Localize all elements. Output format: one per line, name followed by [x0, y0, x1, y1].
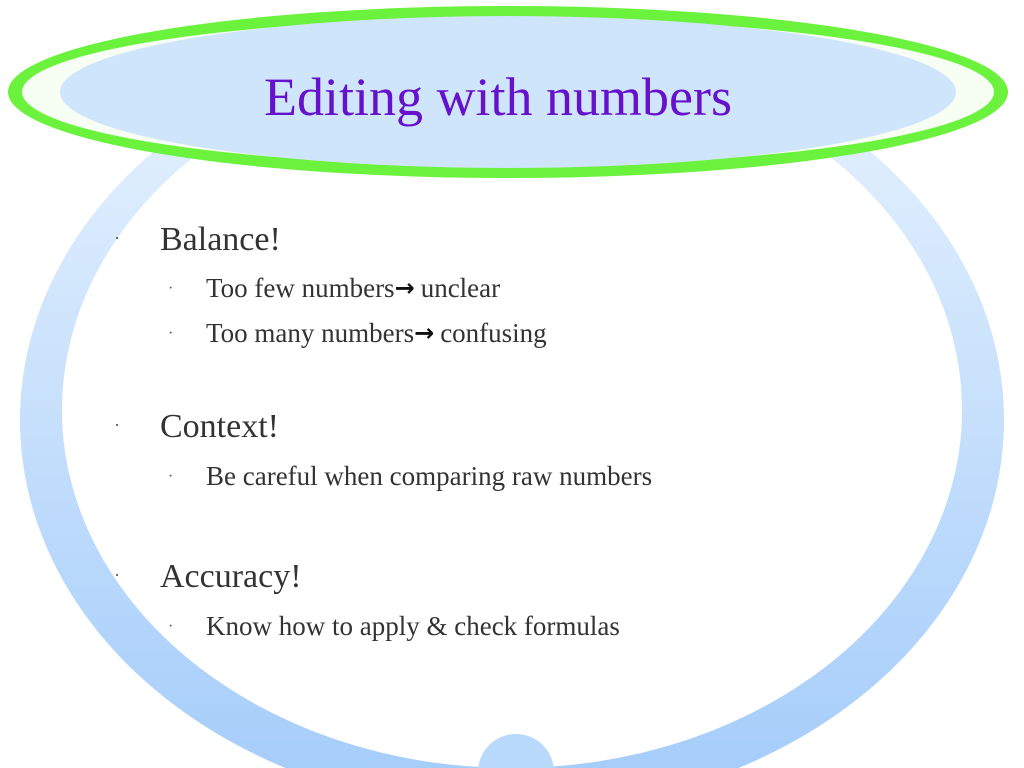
bullet-text-after: unclear: [420, 273, 501, 303]
bullet-dot: ·: [114, 228, 120, 249]
bullet-balance: [114, 220, 281, 262]
bullet-dot: ·: [168, 467, 174, 485]
bullet-text: Too many numbers: [206, 318, 415, 348]
bullet-too-few: [168, 271, 500, 308]
bullet-be-careful: [168, 459, 652, 496]
bullet-text: Balance!: [160, 221, 281, 258]
bullet-too-many: [168, 316, 547, 353]
right-arrow-icon: →: [394, 274, 415, 302]
bullet-dot: ·: [114, 565, 120, 586]
bullet-know-how: [168, 609, 620, 646]
bullet-text: Context!: [160, 408, 279, 445]
bullet-dot: ·: [168, 324, 174, 342]
bullet-text: Too few numbers: [206, 273, 395, 303]
bullet-accuracy: [114, 557, 302, 599]
bullet-text: Know how to apply & check formulas: [206, 611, 620, 641]
bullet-text: Be careful when comparing raw numbers: [206, 461, 653, 491]
bullet-text: Accuracy!: [160, 558, 302, 595]
right-arrow-icon: →: [414, 319, 435, 347]
bullet-dot: ·: [168, 617, 174, 635]
bullet-context: [114, 407, 279, 449]
bullet-dot: ·: [114, 415, 120, 436]
bullet-text-after: confusing: [440, 318, 547, 348]
slide-title: Editing with numbers: [264, 67, 732, 127]
bullet-dot: ·: [168, 279, 174, 297]
